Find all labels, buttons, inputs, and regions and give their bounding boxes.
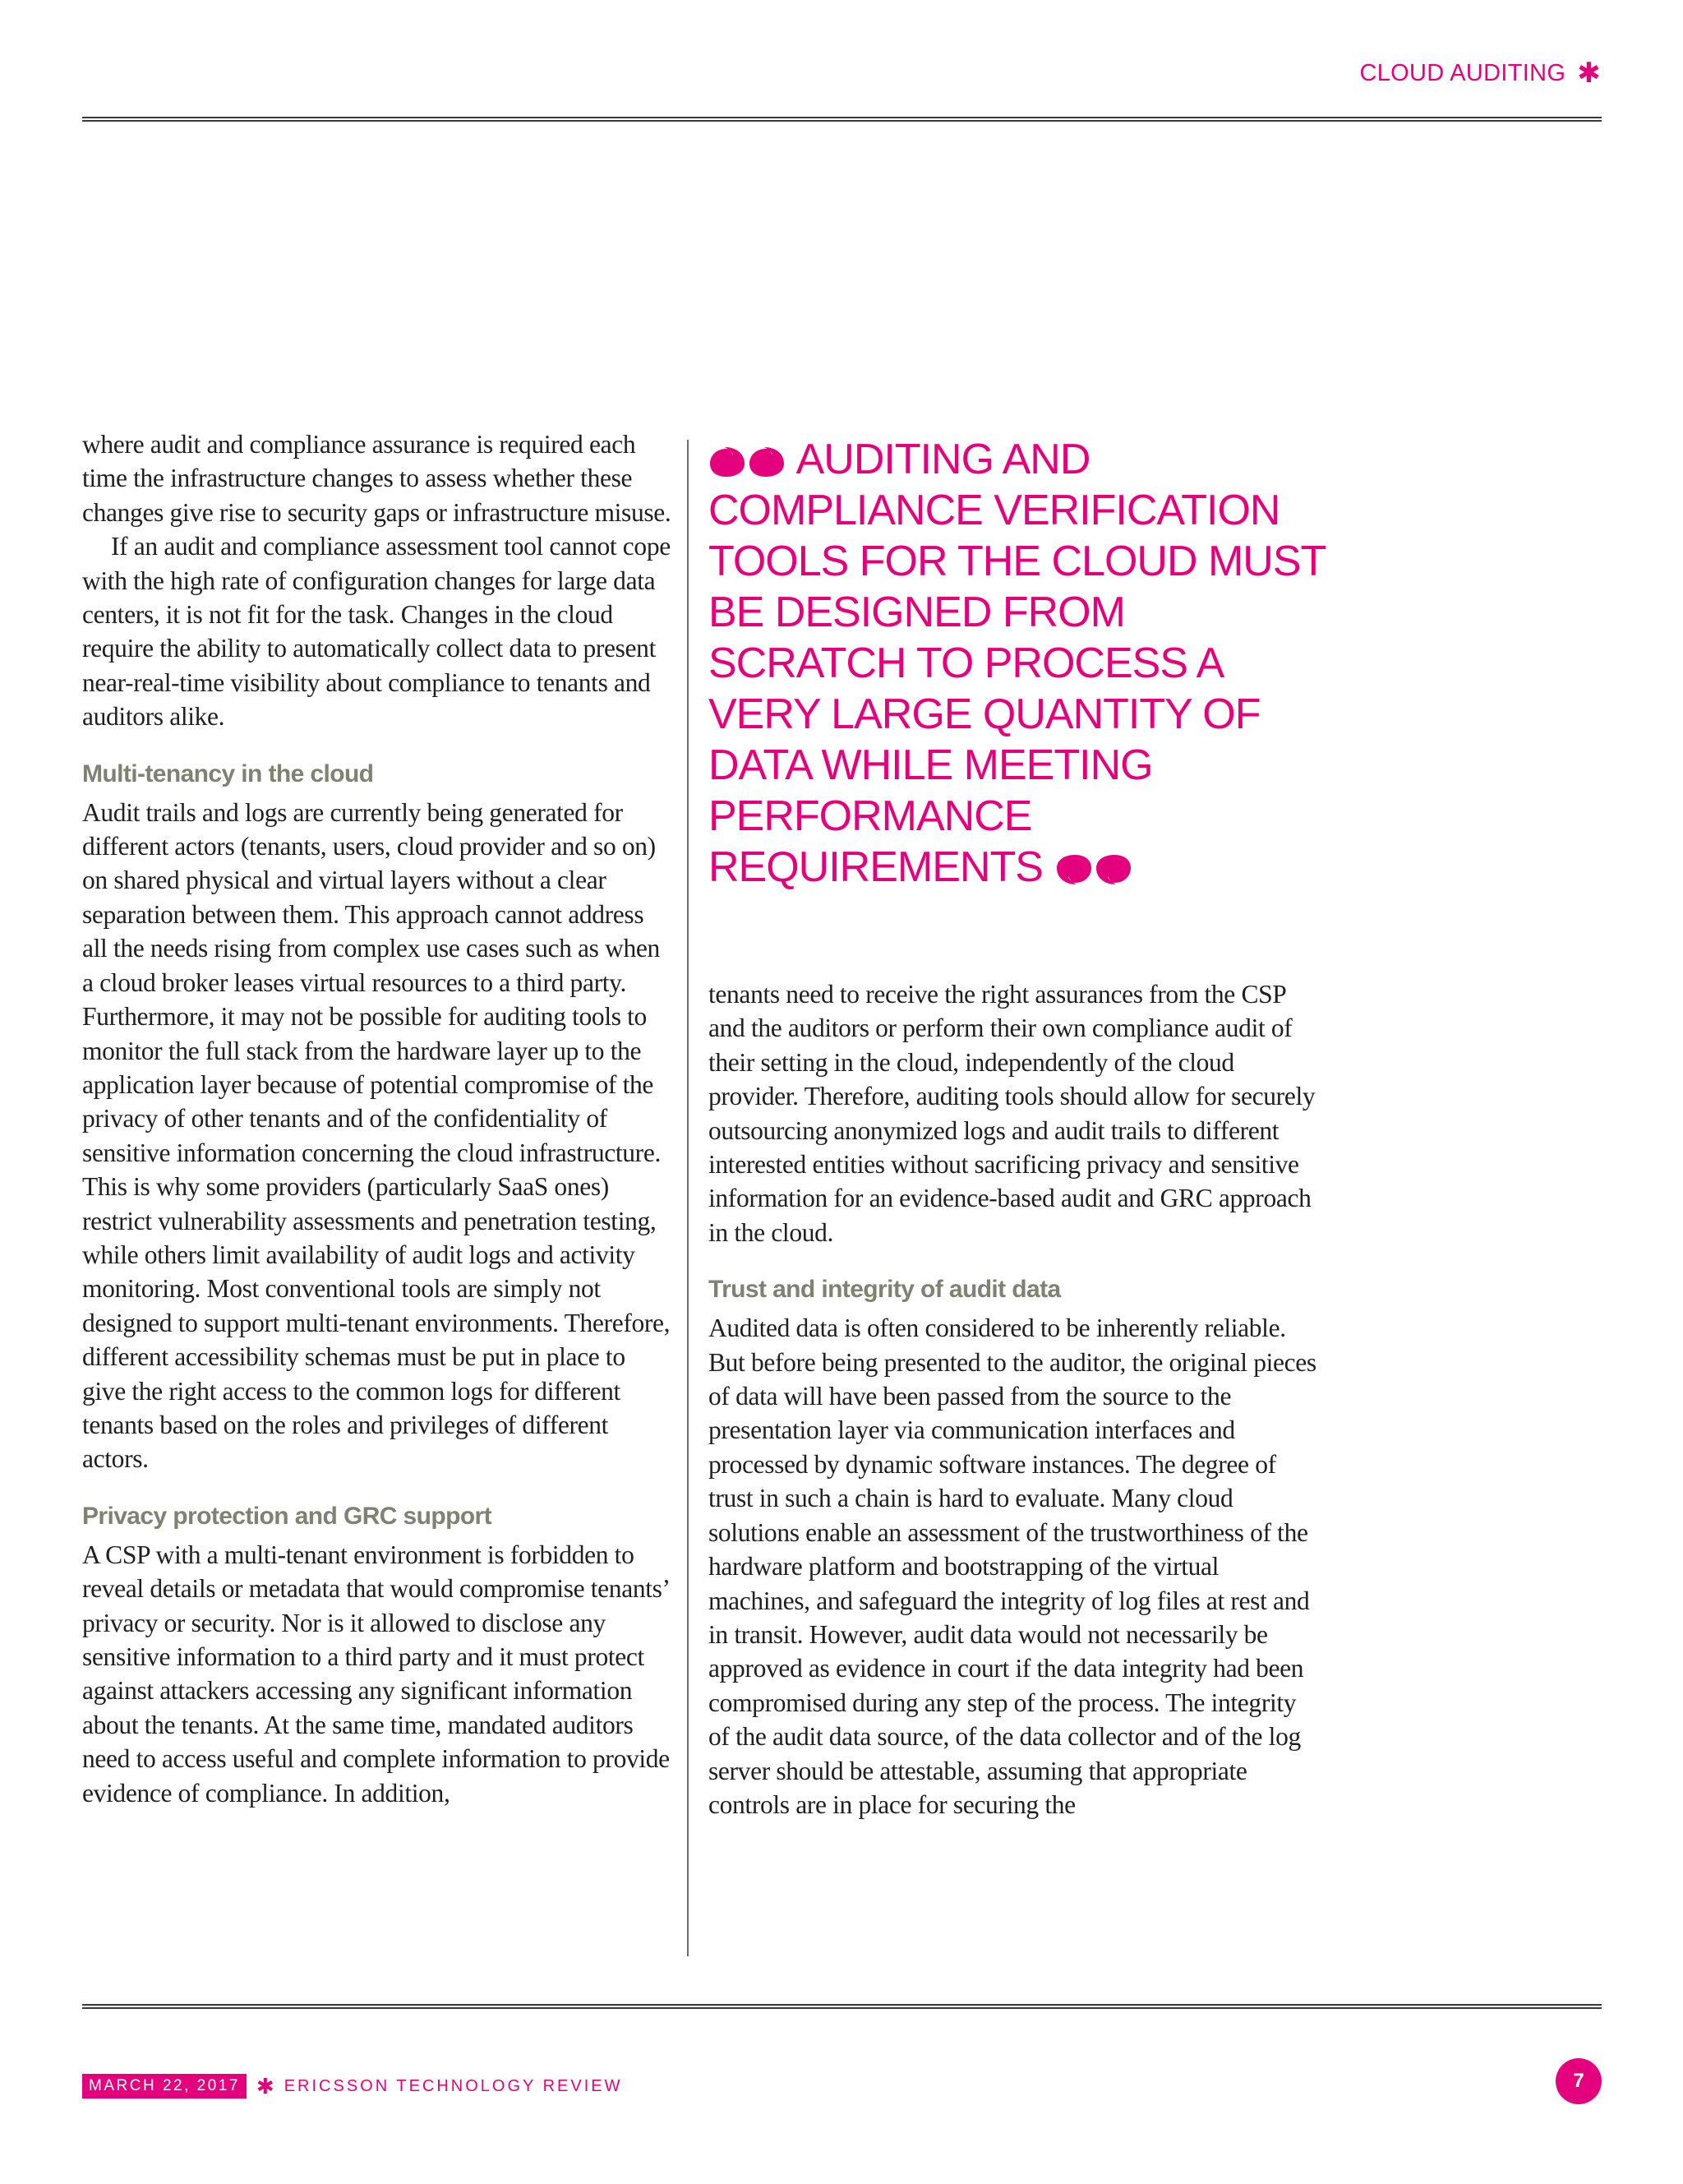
- body-paragraph: A CSP with a multi-tenant environment is forbidden to reveal details or metadata that would compromise tenants’ privacy or security. Nor is it allowed to disclose any sensitive information to a third party and it must protect against attackers accessing any significant information about the tenants. At the same time, mandated auditors need to access useful and complete information to provide evidence of compliance. In addition,: [82, 1540, 670, 1808]
- date-badge: MARCH 22, 2017: [82, 2074, 247, 2099]
- section-label: CLOUD AUDITING: [1359, 59, 1566, 86]
- publication-name: ERICSSON TECHNOLOGY REVIEW: [284, 2076, 623, 2095]
- section-subheading: Privacy protection and GRC support: [82, 1502, 492, 1530]
- asterisk-icon: ✱: [1577, 58, 1601, 89]
- close-quote-icon: [1054, 853, 1132, 886]
- section-subheading: Trust and integrity of audit data: [708, 1276, 1061, 1304]
- open-quote-icon: [708, 446, 787, 478]
- right-column: [708, 977, 1316, 1822]
- asterisk-icon: ✱: [256, 2074, 274, 2099]
- bottom-double-rule: [82, 2004, 1602, 2009]
- body-paragraph: Audited data is often considered to be inherently reliable. But before being presented to the auditor, the original pieces of data will have been passed from the source to the presentation layer via communication interfaces and processed by dynamic software instances. The degree of trust in such a chain is hard to evaluate. Many cloud solutions enable an assessment of the trustworthiness of the hardware platform and bootstrapping of the virtual machines, and safeguard the integrity of log files at rest and in transit. However, audit data would not necessarily be approved as evidence in court if the data integrity had been compromised during any step of the process. The integrity of the audit data source, of the data collector and of the log server should be attestable, assuming that appropriate controls are in place for securing the: [708, 1314, 1316, 1819]
- page-footer: [82, 2074, 622, 2099]
- page-number: 7: [1556, 2058, 1602, 2104]
- body-paragraph: where audit and compliance assurance is required each time the infrastructure changes to assess whether these changes give rise to security gaps or infrastructure misuse.: [82, 430, 671, 527]
- pull-quote: [708, 434, 1333, 893]
- running-header: [1359, 59, 1601, 87]
- section-subheading: Multi-tenancy in the cloud: [82, 760, 374, 787]
- body-paragraph: If an audit and compliance assessment tool cannot cope with the high rate of configuration changes for large data centers, it is not fit for the task. Changes in the cloud require the ability to automatically collect data to present near-real-time visibility about compliance to tenants and auditors alike.: [82, 532, 671, 732]
- left-column: [82, 427, 674, 1810]
- pull-quote-text: AUDITING AND COMPLIANCE VERIFICATION TOOLS FOR THE CLOUD MUST BE DESIGNED FROM SCRATCH TO PROCESS A VERY LARGE QUANTITY OF DATA WHILE MEETING PERFORMANCE REQUIREMENTS: [708, 436, 1326, 891]
- body-paragraph: Audit trails and logs are currently being generated for different actors (tenants, users, cloud provider and so on) on shared physical and virtual layers without a clear separation between them. This approach cannot address all the needs rising from complex use cases such as when a cloud broker leases virtual resources to a third party. Furthermore, it may not be possible for auditing tools to monitor the full stack from the hardware layer up to the application layer because of potential compromise of the privacy of other tenants and of the confidentiality of sensitive information concerning the cloud infrastructure. This is why some providers (particularly SaaS ones) restrict vulnerability assessments and penetration testing, while others limit availability of audit logs and activity monitoring. Most conventional tools are simply not designed to support multi-tenant environments. Therefore, different accessibility schemas must be put in place to give the right access to the common logs for different tenants based on the roles and privileges of different actors.: [82, 797, 671, 1474]
- column-divider: [687, 440, 689, 1956]
- body-paragraph: tenants need to receive the right assurances from the CSP and the auditors or perform their own compliance audit of their setting in the cloud, independently of the cloud provider. Therefore, auditing tools should allow for securely outsourcing anonymized logs and audit trails to different interested entities without sacrificing privacy and sensitive information for an evidence-based audit and GRC approach in the cloud.: [708, 980, 1316, 1247]
- top-double-rule: [82, 117, 1602, 122]
